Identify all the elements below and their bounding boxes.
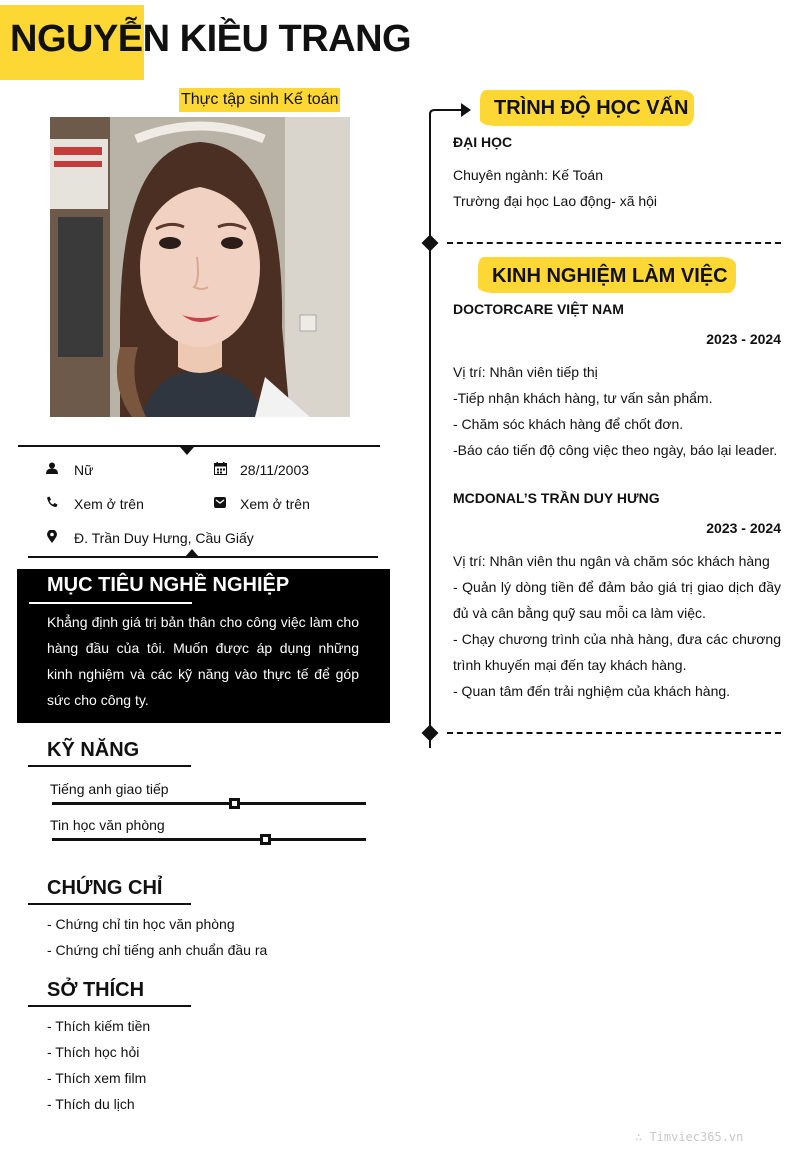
profile-photo	[50, 117, 350, 417]
hobby-item: - Thích học hỏi	[47, 1044, 140, 1060]
email-value: Xem ở trên	[240, 496, 310, 512]
job-line: - Chạy chương trình của nhà hàng, đưa các chương trình khuyến mại đến tay khách hàng.	[453, 631, 781, 673]
objective-text: Khẳng định giá trị bản thân cho công việc làm cho hàng đầu của tôi. Muốn được áp dụng những kinh nghiệm và các kỹ năng vào thực tế để góp sức cho công ty.	[47, 614, 359, 708]
section-dashed-divider	[447, 242, 781, 244]
birthday-value: 28/11/2003	[240, 462, 310, 478]
candidate-name: NGUYỄN KIỀU TRANG	[10, 18, 412, 60]
education-level: ĐẠI HỌC	[453, 134, 513, 150]
hobby-item: - Thích xem film	[47, 1070, 147, 1086]
phone-value: Xem ở trên	[74, 496, 144, 512]
timeline-diamond	[422, 725, 439, 742]
hobbies-title-underline	[28, 1005, 191, 1007]
certificates-title-underline	[28, 903, 191, 905]
job-line: -Tiếp nhận khách hàng, tư vấn sản phẩm.	[453, 390, 713, 406]
education-major: Chuyên ngành: Kế Toán	[453, 167, 603, 183]
contact-top-divider	[18, 445, 380, 447]
watermark-dots-icon: ∴	[635, 1130, 650, 1144]
job-company: DOCTORCARE VIỆT NAM	[453, 301, 624, 317]
hobby-item: - Thích du lịch	[47, 1096, 135, 1112]
job-period: 2023 - 2024	[706, 520, 781, 536]
job-title: Thực tập sinh Kế toán	[179, 88, 340, 112]
certificate-item: - Chứng chỉ tin học văn phòng	[47, 916, 235, 932]
experience-title: KINH NGHIỆM LÀM VIỆC	[492, 265, 728, 287]
job-line: Vị trí: Nhân viên thu ngân và chăm sóc khách hàng	[453, 553, 770, 569]
skill-level-bar	[52, 838, 366, 841]
objective-section	[17, 569, 390, 723]
hobby-item: - Thích kiếm tiền	[47, 1018, 151, 1034]
contact-bottom-divider	[28, 556, 378, 558]
job-company: MCDONAL’S TRẦN DUY HƯNG	[453, 490, 660, 506]
skills-title: KỸ NĂNG	[47, 739, 140, 761]
job-period: 2023 - 2024	[706, 331, 781, 347]
section-dashed-divider	[447, 732, 781, 734]
timeline-diamond	[422, 235, 439, 252]
job-line: -Báo cáo tiến độ công việc theo ngày, báo lại leader.	[453, 442, 778, 458]
certificates-title: CHỨNG CHỈ	[47, 877, 163, 899]
skill-level-marker	[260, 834, 271, 845]
education-school: Trường đại học Lao động- xã hội	[453, 193, 658, 209]
user-icon	[45, 461, 59, 475]
skills-title-underline	[28, 765, 191, 767]
skill-level-marker	[229, 798, 240, 809]
divider-arrow-down	[180, 447, 194, 455]
job-line: Vị trí: Nhân viên tiếp thị	[453, 364, 598, 380]
timeline-line	[429, 118, 431, 748]
phone-icon	[45, 495, 59, 509]
address-value: Đ. Trần Duy Hưng, Cầu Giấy	[74, 530, 254, 546]
objective-title-underline	[29, 602, 192, 604]
objective-title: MỤC TIÊU NGHỀ NGHIỆP	[47, 574, 290, 596]
gender-value: Nữ	[74, 462, 94, 478]
skill-name: Tin học văn phòng	[50, 817, 165, 833]
watermark: ∴ Timviec365.vn	[635, 1130, 744, 1144]
calendar-icon	[213, 461, 227, 475]
education-title: TRÌNH ĐỘ HỌC VẤN	[494, 97, 689, 119]
skill-name: Tiếng anh giao tiếp	[50, 781, 169, 797]
job-line: - Chăm sóc khách hàng để chốt đơn.	[453, 416, 684, 432]
timeline-arrow-icon	[429, 102, 473, 127]
skill-level-bar	[52, 802, 366, 805]
hobbies-title: SỞ THÍCH	[47, 979, 145, 1001]
job-line: - Quản lý dòng tiền để đảm bảo giá trị giao dịch đầy đủ và cân bằng quỹ sau mỗi ca làm việc.	[453, 579, 781, 621]
map-pin-icon	[45, 529, 59, 543]
email-icon	[213, 495, 227, 509]
job-line: - Quan tâm đến trải nghiệm của khách hàng.	[453, 683, 731, 699]
certificate-item: - Chứng chỉ tiếng anh chuẩn đầu ra	[47, 942, 268, 958]
